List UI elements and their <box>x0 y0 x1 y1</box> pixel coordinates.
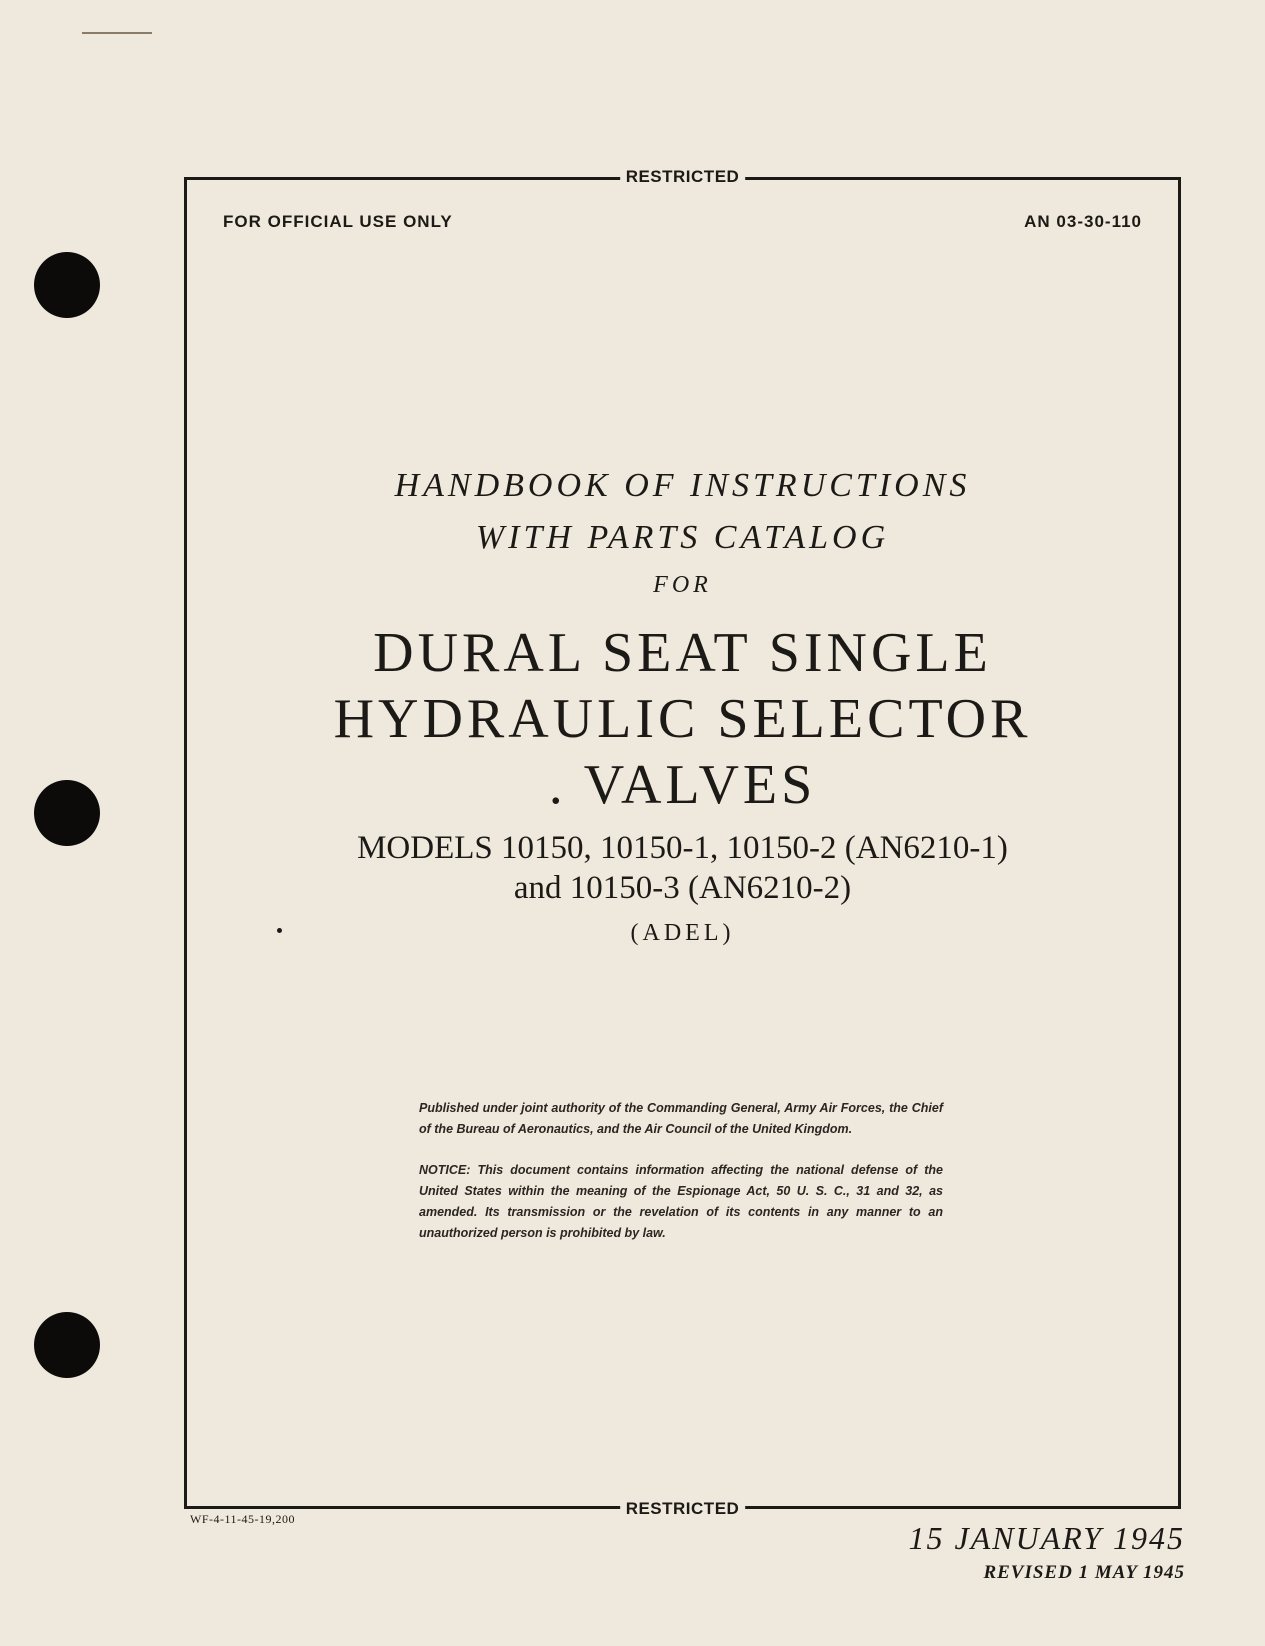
publication-date: 15 JANUARY 1945 <box>908 1520 1185 1556</box>
main-title-line-1: DURAL SEAT SINGLE <box>373 622 992 684</box>
stray-dot <box>277 928 282 933</box>
revision-date: REVISED 1 MAY 1945 <box>983 1562 1185 1583</box>
security-notice-paragraph: NOTICE: This document contains information affecting the national defense of the United States within the meaning of the Espionage Act, 50 U. S. C., 31 and 32, as amended. Its transmission or the revelation of its contents in any manner to an unauthorized person is prohibited by law. <box>419 1163 943 1240</box>
punch-hole-top <box>34 252 100 318</box>
document-number: AN 03-30-110 <box>1024 212 1142 231</box>
restricted-bottom-label: RESTRICTED <box>620 1499 746 1519</box>
punch-hole-bottom <box>34 1312 100 1378</box>
handbook-heading <box>187 460 1178 564</box>
models-block <box>187 828 1178 908</box>
restricted-top-label: RESTRICTED <box>620 167 746 187</box>
authority-paragraph: Published under joint authority of the Commanding General, Army Air Forces, the Chief of the Bureau of Aeronautics, and the Air Council of the United Kingdom. <box>419 1101 943 1136</box>
main-title-line-2: HYDRAULIC SELECTOR <box>333 688 1032 750</box>
official-use-label: FOR OFFICIAL USE ONLY <box>223 212 453 231</box>
notice-block <box>419 1098 943 1264</box>
models-line-1: MODELS 10150, 10150-1, 10150-2 (AN6210-1) <box>357 830 1008 866</box>
page-border <box>184 167 1181 1518</box>
main-title-line-3: . VALVES <box>548 754 817 816</box>
models-line-2: and 10150-3 (AN6210-2) <box>513 870 852 906</box>
manufacturer-label: (ADEL) <box>630 920 735 946</box>
paper-mark <box>82 32 152 34</box>
handbook-line-1: HANDBOOK OF INSTRUCTIONS <box>394 467 971 504</box>
handbook-line-2: WITH PARTS CATALOG <box>475 519 890 556</box>
print-code: WF-4-11-45-19,200 <box>190 1512 296 1526</box>
punch-hole-middle <box>34 780 100 846</box>
for-label: FOR <box>653 572 712 598</box>
main-title <box>187 620 1178 818</box>
